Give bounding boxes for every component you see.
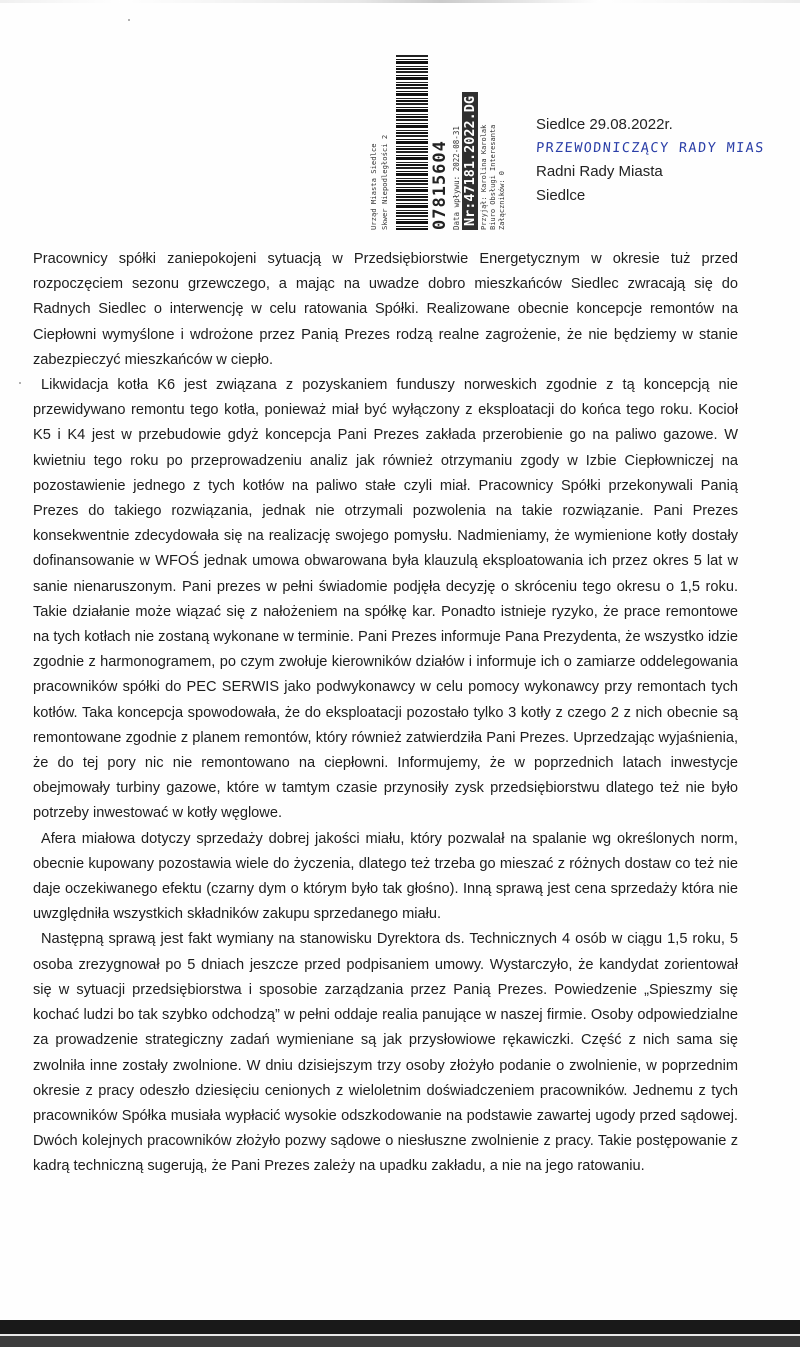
stamp-enclosures: Załączników: 0 <box>498 170 506 230</box>
registry-stamp <box>366 50 526 230</box>
stamp-received-by: Przyjął: Karolina Karolak <box>480 124 488 230</box>
stamp-office: Urząd Miasta Siedlce <box>369 143 378 230</box>
addressee-line-2: Siedlce <box>536 187 586 204</box>
paragraph-1: Pracownicy spółki zaniepokojeni sytuacją w Przedsiębiorstwie Energetycznym w okresie tuż przed rozpoczęciem sezonu grzewczego, a mając na uwadze dobro mieszkańców Siedlec zwracają się do Radnych Siedlec o interwencję w celu ratowania Spółki. Realizowane obecnie koncepcje remontów na Ciepłowni wymyślone i wdrożone przez Panią Prezes rodzą realne zagrożenie, że nie będziemy w stanie zabezpieczyć mieszkańców w ciepło. <box>33 251 738 368</box>
stamp-barcode-number: 07815604 <box>430 140 450 230</box>
scan-edge <box>0 0 800 3</box>
handwritten-annotation: PRZEWODNICZĄCY RADY MIAS <box>535 140 766 156</box>
place-date: Siedlce 29.08.2022r. <box>536 116 673 133</box>
paragraph-2: Likwidacja kotła K6 jest związana z pozyskaniem funduszy norweskich zgodnie z tą koncepcją nie przewidywano remontu tego kotła, ponieważ miał być wyłączony z eksploatacji do końca tego roku. Kocioł K5 i K4 jest w przebudowie gdyż koncepcja Pani Prezes zakłada przerobienie go na paliwo gazowe. W kwietniu tego roku po przeprowadzeniu analiz jak również otrzymaniu zgody w Izbie Ciepłowniczej na pozostawienie jednego z tych kotłów na paliwo stałe czyli miał. Pracownicy Spółki przekonywali Panią Prezes do takiego rozwiązania, jednak nie otrzymali pozwolenia na takie rozwiązanie. Pani Prezes konsekwentnie zdecydowała się na realizację swojego pomysłu. Nadmieniamy, że wymienione kotły dostały dofinansowanie w WFOŚ jednak umowa obwarowana była klauzulą eksploatowania ich przez okres 5 lat w sanie nienaruszonym. Pani prezes w pełni świadomie podjęła decyzję o skróceniu tego okresu o 1,5 roku. Takie działanie może wiązać się z nałożeniem na spółkę kar. Ponadto istnieje ryzyko, że prace remontowe na tych kotłach nie zostaną wykonane w terminie. Pani Prezes informuje Pana Prezydenta, że wszystko idzie zgodnie z harmonogramem, po czym zwołuje kierowników działów i informuje ich o zamiarze oddelegowania pracowników spółki do PEC SERWIS jako podwykonawcy w celu pomocy wykonawcy przy remontach tych kotłów. Taka koncepcja spowodowała, że do eksploatacji pozostało tylko 3 kotły z czego 2 z nich obecnie są remontowane zgodnie z planem remontów, który również zatwierdziła Pani Prezes. Uprzedzając wyjaśnienia, że do tej pory nic nie remontowano na ciepłowni. Informujemy, że w poprzednich latach inwestycje obejmowały turbiny gazowe, które w tamtym czasie przynosiły zysk przedsiębiorstwu dlatego też nie było potrzeby inwestować w kotły węglowe. <box>33 377 738 822</box>
scan-speck <box>128 19 130 21</box>
addressee-line-1: Radni Rady Miasta <box>536 163 663 180</box>
bottom-dark-bar-lower <box>0 1336 800 1347</box>
stamp-entry-date: Data wpływu: 2022-08-31 <box>452 126 461 230</box>
stamp-department: Biuro Obsługi Interesanta <box>489 124 497 230</box>
stamp-address: Skwer Niepodległości 2 <box>380 134 389 230</box>
stamp-registration-number: Nr:47181.2022.DG <box>462 92 478 230</box>
addressee <box>536 160 663 208</box>
barcode-icon <box>396 55 428 230</box>
paragraph-3: Afera miałowa dotyczy sprzedaży dobrej jakości miału, który pozwalał na spalanie wg określonych norm, obecnie kupowany pozostawia wiele do życzenia, dlatego też trzeba go mieszać z różnych dostaw co też nie daje oczekiwanego efektu (czarny dym o którym było tak głośno). Inną sprawą jest cena sprzedaży która nie uwzględniła wszystkich składników zakupu sprzedanego miału. <box>33 830 738 923</box>
scan-speck <box>19 382 21 384</box>
bottom-dark-bar <box>0 1320 800 1334</box>
paragraph-4: Następną sprawą jest fakt wymiany na stanowisku Dyrektora ds. Technicznych 4 osób w ciągu 1,5 roku, 5 osoba zrezygnował po 5 dniach jeszcze przed podpisaniem umowy. Wystarczyło, że kandydat zorientował się w sytuacji przedsiębiorstwa i sposobie zarządzania przez Panią Prezes. Powiedzenie „Spieszmy się kochać ludzi bo tak szybko odchodzą” w pełni oddaje realia panujące w naszej firmie. Osoby odpowiedzialne za prowadzenie strategiczny zadań wymieniane są jak przysłowiowe rękawiczki. Część z nich sama się zwolniła inne zostały zwolnione. W dniu dzisiejszym trzy osoby złożyło podanie o zwolnienie, w poprzednim okresie z pracy odeszło dziesięciu cenionych z wieloletnim doświadczeniem pracowników. Jednemu z tych pracowników Spółka musiała wypłacić wysokie odszkodowanie na podstawie zawartej ugody przed sądowej. Dwóch kolejnych pracowników złożyło pozwy sądowe o niesłuszne zwolnienie z pracy. Takie postępowanie z kadrą techniczną sugerują, że Pani Prezes zależy na upadku zakładu, a nie na jego ratowaniu. <box>33 931 738 1175</box>
letter-body <box>33 247 738 1180</box>
